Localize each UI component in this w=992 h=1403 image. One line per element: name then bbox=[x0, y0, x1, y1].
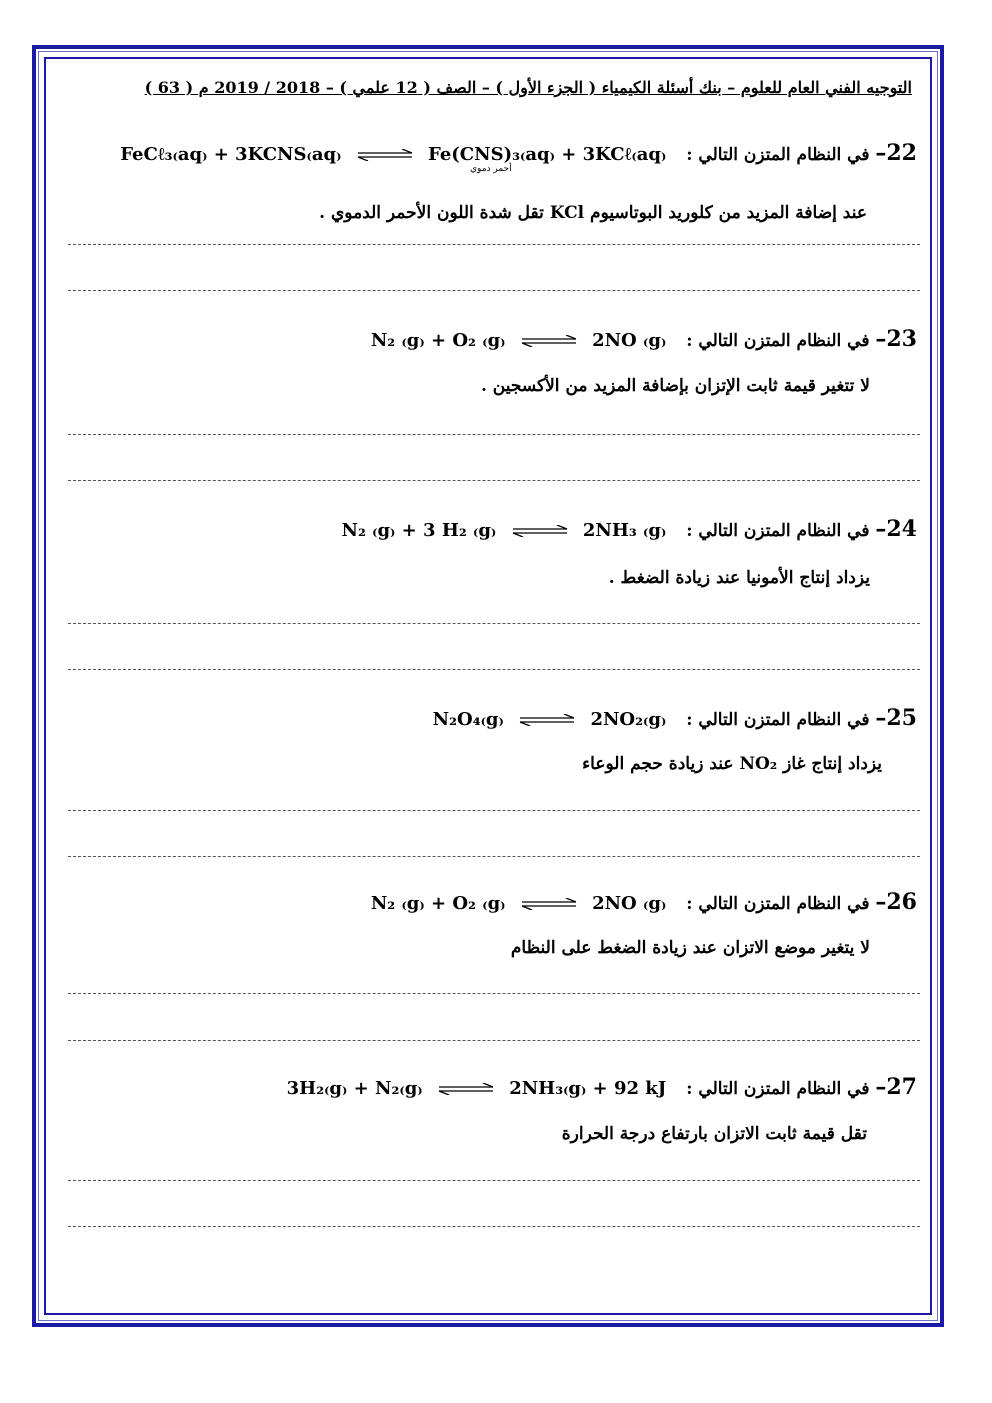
answer-line bbox=[68, 1180, 920, 1181]
question-prompt: في النظام المتزن التالي : bbox=[686, 331, 870, 351]
answer-line bbox=[68, 669, 920, 670]
equation bbox=[433, 709, 667, 730]
question-25 bbox=[433, 705, 917, 731]
equation bbox=[120, 144, 666, 165]
question-number: 26– bbox=[875, 889, 917, 915]
question-prompt: في النظام المتزن التالي : bbox=[686, 710, 870, 730]
statement: تقل قيمة ثابت الاتزان بارتفاع درجة الحرارة bbox=[561, 1124, 867, 1144]
answer-line bbox=[68, 290, 920, 291]
question-22 bbox=[120, 140, 917, 166]
equation-right: 2NH₃₍g₎ + 92 kJ bbox=[509, 1078, 667, 1099]
answer-line bbox=[68, 810, 920, 811]
answer-line bbox=[68, 623, 920, 624]
statement: يزداد إنتاج الأمونيا عند زيادة الضغط . bbox=[608, 568, 870, 588]
equation-right: 2NH₃ ₍g₎ bbox=[582, 520, 667, 541]
equation-left: N₂ ₍g₎ + O₂ ₍g₎ bbox=[370, 893, 506, 914]
equation bbox=[287, 1078, 667, 1099]
answer-line bbox=[68, 480, 920, 481]
question-prompt: في النظام المتزن التالي : bbox=[686, 894, 870, 914]
equilibrium-arrow-icon bbox=[356, 149, 414, 161]
answer-line bbox=[68, 244, 920, 245]
statement: عند إضافة المزيد من كلوريد البوتاسيوم KCl تقل شدة اللون الأحمر الدموي . bbox=[319, 203, 867, 223]
answer-line bbox=[68, 434, 920, 435]
question-number: 22– bbox=[875, 140, 917, 166]
question-26 bbox=[371, 889, 917, 915]
question-prompt: في النظام المتزن التالي : bbox=[686, 1079, 870, 1099]
question-27 bbox=[287, 1074, 917, 1100]
question-prompt: في النظام المتزن التالي : bbox=[686, 521, 870, 541]
question-number: 25– bbox=[875, 705, 917, 731]
equation-left: N₂ ₍g₎ + O₂ ₍g₎ bbox=[370, 330, 506, 351]
answer-line bbox=[68, 993, 920, 994]
answer-line bbox=[68, 1040, 920, 1041]
equilibrium-arrow-icon bbox=[520, 335, 578, 347]
equation bbox=[371, 330, 666, 351]
equation-right: 2NO ₍g₎ bbox=[592, 330, 667, 351]
equation-right: Fe(CNS)₃₍aq₎ + 3KCℓ₍aq₎ bbox=[428, 144, 667, 165]
statement: يزداد إنتاج غاز NO₂ عند زيادة حجم الوعاء bbox=[582, 754, 882, 774]
question-number: 27– bbox=[875, 1074, 917, 1100]
equilibrium-arrow-icon bbox=[518, 714, 576, 726]
equation-right: 2NO ₍g₎ bbox=[592, 893, 667, 914]
equilibrium-arrow-icon bbox=[520, 898, 578, 910]
question-prompt: في النظام المتزن التالي : bbox=[686, 145, 870, 165]
question-23 bbox=[371, 326, 917, 352]
equilibrium-arrow-icon bbox=[437, 1083, 495, 1095]
answer-line bbox=[68, 856, 920, 857]
equation-left: N₂ ₍g₎ + 3 H₂ ₍g₎ bbox=[341, 520, 497, 541]
equation bbox=[371, 893, 666, 914]
equation-left: N₂O₄₍g₎ bbox=[432, 709, 504, 730]
question-number: 23– bbox=[875, 326, 917, 352]
equilibrium-arrow-icon bbox=[511, 525, 569, 537]
equation bbox=[342, 520, 667, 541]
page-header: التوجيه الفني العام للعلوم – بنك أسئلة الكيمياء ( الجزء الأول ) – الصف ( 12 علمي ) – 2018 / 2019 م ( 63 ) bbox=[144, 78, 912, 97]
equation-right: 2NO₂₍g₎ bbox=[590, 709, 667, 730]
statement: لا يتغير موضع الاتزان عند زيادة الضغط على النظام bbox=[510, 938, 870, 958]
equation-left: FeCℓ₃₍aq₎ + 3KCNS₍aq₎ bbox=[120, 144, 342, 165]
question-number: 24– bbox=[875, 516, 917, 542]
color-annotation: أحمر دموي bbox=[470, 164, 512, 174]
equation-left: 3H₂₍g₎ + N₂₍g₎ bbox=[286, 1078, 423, 1099]
statement: لا تتغير قيمة ثابت الإتزان بإضافة المزيد من الأكسجين . bbox=[480, 376, 870, 396]
question-24 bbox=[342, 516, 918, 542]
answer-line bbox=[68, 1226, 920, 1227]
